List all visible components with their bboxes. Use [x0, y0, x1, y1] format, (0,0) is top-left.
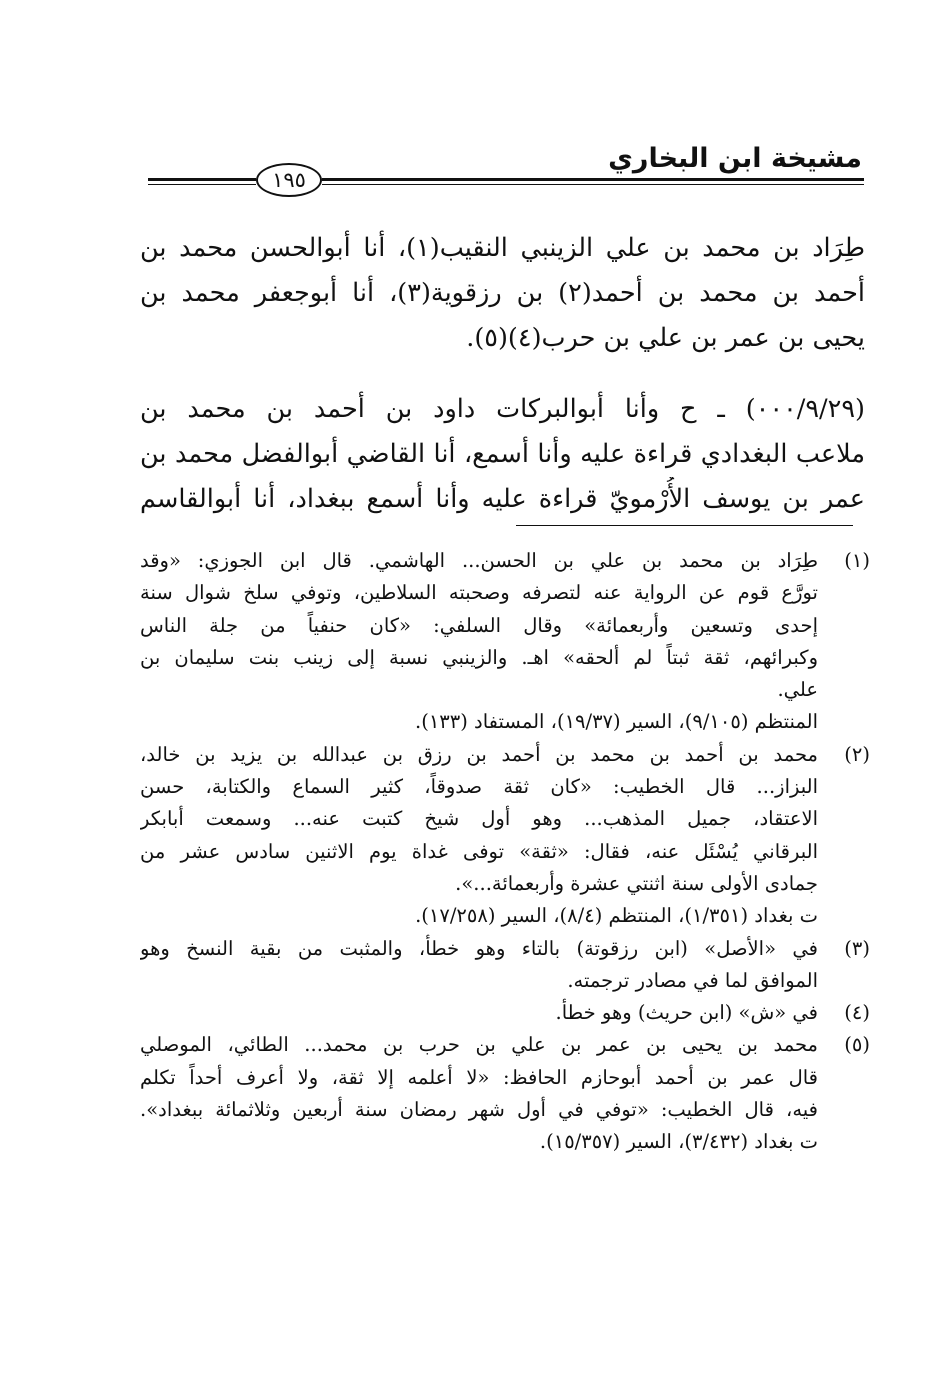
header-rule-right	[322, 178, 864, 185]
footnote-line: محمد بن أحمد بن محمد بن أحمد بن رزق بن عبدالله بن يزيد بن خالد،	[140, 742, 818, 766]
footnote-line: طِرَاد بن محمد بن علي بن الحسن... الهاشمي. قال ابن الجوزي: «وقد	[140, 549, 818, 572]
footnote-2	[140, 739, 870, 933]
footnote-1	[140, 545, 870, 739]
footnote-number: (١)	[844, 549, 870, 572]
main-text	[140, 226, 865, 522]
footnote-line: الموافق لما في مصادر ترجمته.	[567, 968, 818, 992]
footnote-line: فيه، قال الخطيب: «توفي في أول شهر رمضان سنة أربعين وثلاثمائة ببغداد».	[140, 1098, 818, 1122]
main-line: عمر بن يوسف الأُرْمويّ قراءة عليه وأنا أسمع ببغداد، أنا أبوالقاسم	[140, 484, 865, 514]
footnote-line: قال عمر بن أحمد أبوحازم الحافظ: «لا أعلمه إلا ثقة، ولا أعرف أحداً تكلم	[140, 1065, 818, 1089]
footnote-line: في «ش» (ابن حريث) وهو خطأ.	[555, 1001, 818, 1025]
footnote-line: محمد بن يحيى بن عمر بن علي بن حرب بن محمد... الطائي، الموصلي	[140, 1033, 818, 1057]
footnote-number: (٤)	[844, 1001, 870, 1025]
footnote-source: ت بغداد (٣/٤٣٢)، السير (١٥/٣٥٧).	[539, 1130, 818, 1154]
page-number: ١٩٥	[256, 163, 322, 197]
main-line: يحيى بن عمر بن علي بن حرب(٤)(٥).	[466, 323, 865, 353]
footnotes	[140, 545, 870, 1159]
footnote-line: الاعتقاد، جميل المذهب... وهو أول شيخ كتبت عنه... وسمعت أبابكر	[140, 807, 818, 831]
footnote-line: البزاز... قال الخطيب: «كان ثقة صدوقاً، كثير السماع والكتابة، حسن	[140, 775, 818, 799]
footnote-line: جمادى الأولى سنة اثنتي عشرة وأربعمائة...».	[455, 871, 818, 895]
footnote-line: البرقاني يُسْئَل عنه، فقال: «ثقة» توفى غداة يوم الاثنين سادس عشر من	[140, 839, 818, 863]
main-line: طِرَاد بن محمد بن علي الزينبي النقيب(١)، أنا أبوالحسن محمد بن	[140, 233, 865, 263]
footnote-3	[140, 933, 870, 998]
footnote-source: ت بغداد (١/٣٥١)، المنتظم (٨/٤)، السير (١٧/٢٥٨).	[415, 904, 818, 928]
main-line: (٠٠٠/٩/٢٩) ـ ح وأنا أبوالبركات داود بن أحمد بن محمد بن	[140, 394, 865, 424]
main-line: ملاعب البغدادي قراءة عليه وأنا أسمع، أنا القاضي أبوالفضل محمد بن	[140, 439, 865, 469]
footnote-5	[140, 1029, 870, 1158]
main-line: أحمد بن محمد بن أحمد(٢) بن رزقوية(٣)، أنا أبوجعفر محمد بن	[140, 278, 865, 308]
footnote-line: وكبرائهم، ثقة ثبتاً لم ألحقه» اهـ. والزينبي نسبة إلى زينب بنت سليمان بن	[140, 645, 818, 669]
footnote-line: إحدى وتسعين وأربعمائة» وقال السلفي: «كان حنفياً من جلة الناس	[140, 613, 818, 637]
footnote-line: علي.	[777, 678, 818, 702]
footnote-number: (٢)	[844, 742, 870, 766]
footnote-number: (٣)	[844, 936, 870, 960]
header-rule-left	[148, 178, 256, 185]
running-header-title: مشيخة ابن البخاري	[608, 143, 862, 174]
footnote-separator	[516, 525, 853, 526]
footnote-line: في «الأصل» (ابن رزقوتة) بالتاء وهو خطأ، والمثبت من بقية النسخ وهو	[140, 936, 818, 960]
footnote-line: تورَّع قوم عن الرواية عنه لتصرفه وصحبته السلاطين، وتوفي سلخ شوال سنة	[140, 581, 818, 605]
footnote-number: (٥)	[844, 1033, 870, 1057]
footnote-4	[140, 997, 870, 1029]
footnote-source: المنتظم (٩/١٠٥)، السير (١٩/٣٧)، المستفاد (١٣٣).	[415, 710, 818, 734]
